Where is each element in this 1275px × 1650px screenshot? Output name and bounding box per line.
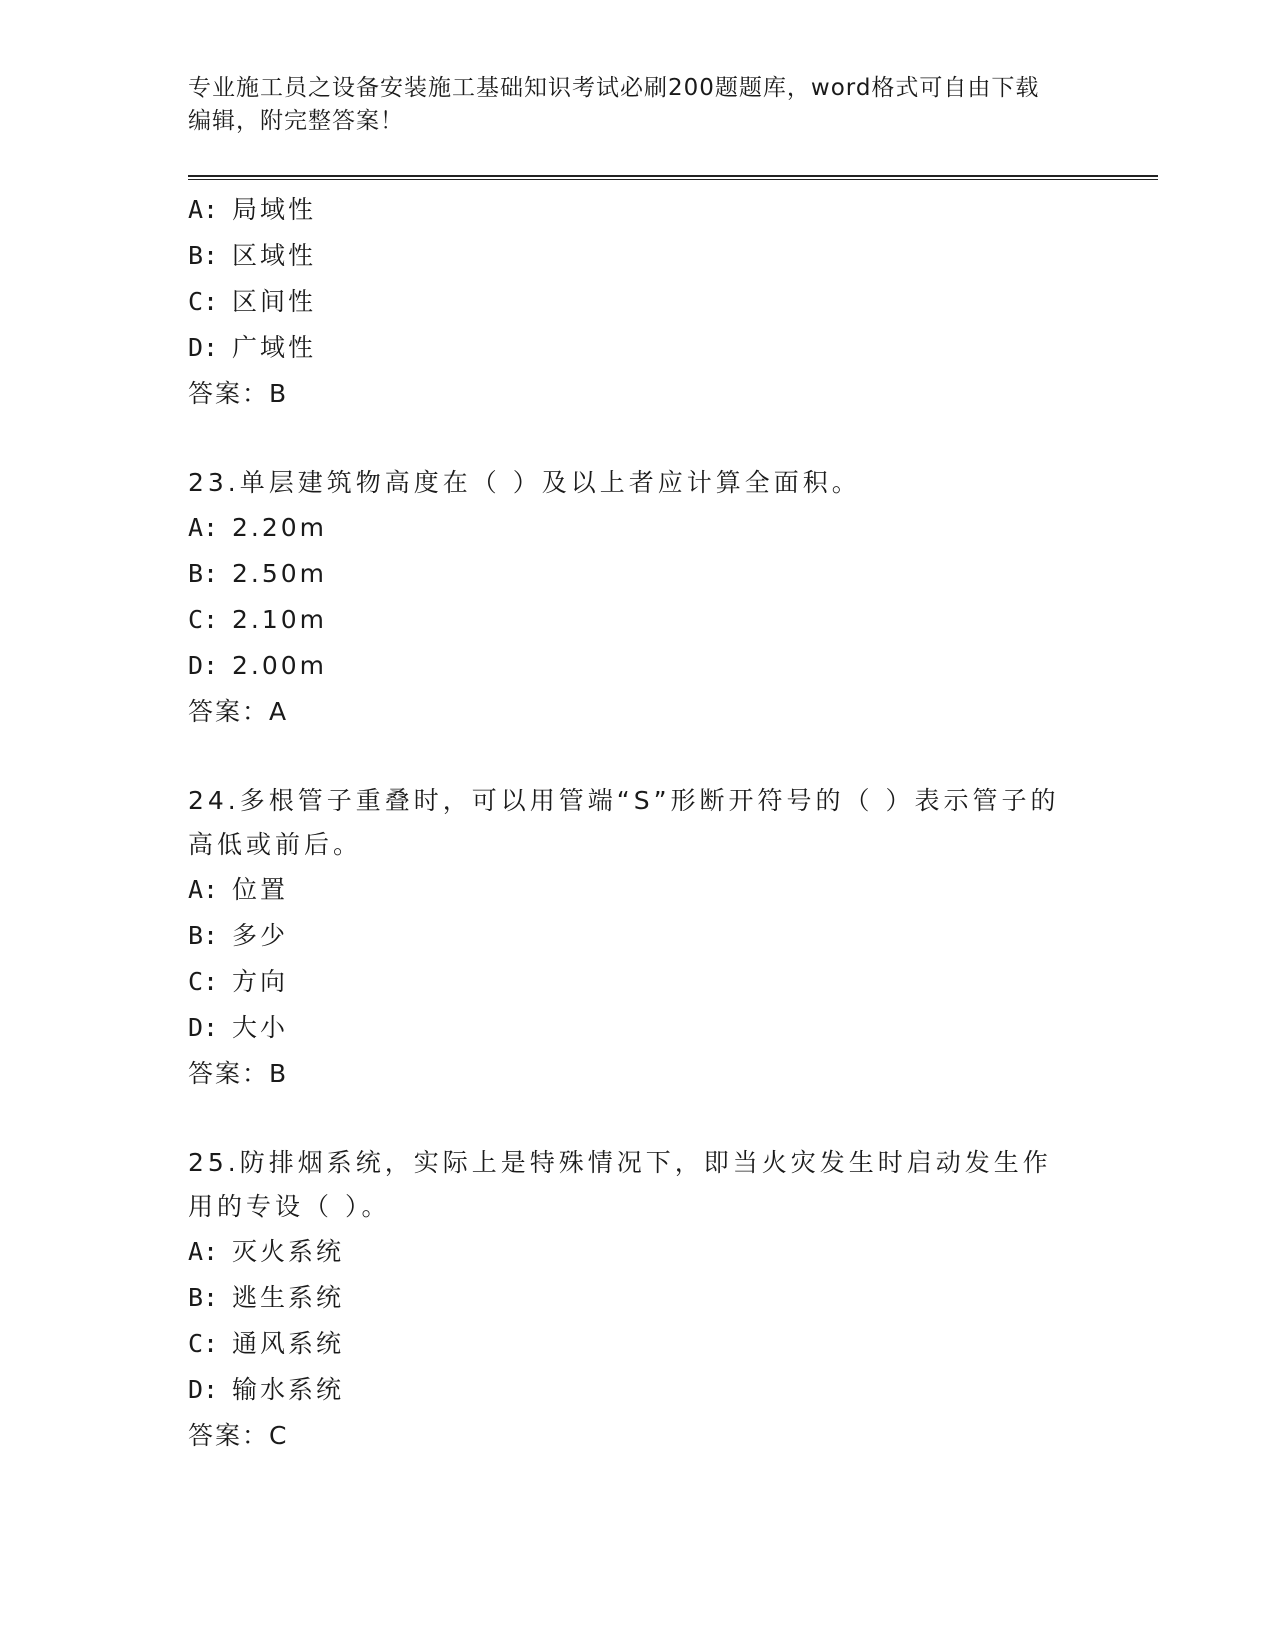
option-text: 区间性 [232, 287, 317, 316]
option-text: 通风系统 [232, 1329, 345, 1358]
option-key: C: [188, 287, 219, 316]
option-key: B: [188, 1283, 219, 1312]
option-key: A: [188, 513, 219, 542]
header-divider [188, 175, 1158, 180]
option-key: D: [188, 1013, 219, 1042]
option-key: D: [188, 333, 219, 362]
document-page [188, 72, 1158, 1503]
option-key: A: [188, 875, 219, 904]
option-text: 大小 [232, 1013, 289, 1042]
question-24 [188, 779, 1158, 1097]
option-text: 2.50m [232, 559, 328, 588]
option-text: 方向 [232, 967, 289, 996]
option-key: A: [188, 195, 219, 224]
option-text: 2.20m [232, 513, 328, 542]
option-text: 广域性 [232, 333, 317, 362]
option-d [188, 643, 1158, 689]
option-text: 2.10m [232, 605, 328, 634]
question-text: 24.多根管子重叠时，可以用管端“S”形断开符号的（ ）表示管子的高低或前后。 [188, 786, 1060, 859]
option-d [188, 1005, 1158, 1051]
option-b [188, 233, 1158, 279]
option-text: 区域性 [232, 241, 317, 270]
option-text: 输水系统 [232, 1375, 345, 1404]
question-25 [188, 1141, 1158, 1459]
option-b [188, 551, 1158, 597]
option-c [188, 279, 1158, 325]
option-text: 多少 [232, 921, 289, 950]
option-key: C: [188, 605, 219, 634]
answer-line: 答案：C [188, 1421, 289, 1450]
option-text: 灭火系统 [232, 1237, 345, 1266]
option-b [188, 913, 1158, 959]
option-text: 局域性 [232, 195, 317, 224]
option-a [188, 1229, 1158, 1275]
question-text: 25.防排烟系统，实际上是特殊情况下，即当火灾发生时启动发生作用的专设（ ）。 [188, 1148, 1052, 1221]
option-text: 2.00m [232, 651, 328, 680]
option-key: C: [188, 967, 219, 996]
question-text: 23.单层建筑物高度在（ ）及以上者应计算全面积。 [188, 468, 861, 497]
option-key: D: [188, 651, 219, 680]
option-key: D: [188, 1375, 219, 1404]
option-c [188, 597, 1158, 643]
option-text: 位置 [232, 875, 289, 904]
option-key: C: [188, 1329, 219, 1358]
option-c [188, 1321, 1158, 1367]
option-key: B: [188, 921, 219, 950]
option-d [188, 325, 1158, 371]
option-d [188, 1367, 1158, 1413]
option-b [188, 1275, 1158, 1321]
answer-line: 答案：B [188, 1059, 289, 1088]
option-c [188, 959, 1158, 1005]
option-key: A: [188, 1237, 219, 1266]
option-text: 逃生系统 [232, 1283, 345, 1312]
document-header-title: 专业施工员之设备安装施工基础知识考试必刷200题题库，word格式可自由下载编辑，附完整答案！ [188, 75, 1040, 134]
answer-line: 答案：A [188, 697, 289, 726]
option-a [188, 187, 1158, 233]
option-key: B: [188, 559, 219, 588]
answer-line: 答案：B [188, 379, 289, 408]
question-23 [188, 461, 1158, 735]
option-a [188, 867, 1158, 913]
question-22-continued [188, 187, 1158, 417]
option-key: B: [188, 241, 219, 270]
question-list [188, 187, 1158, 1459]
option-a [188, 505, 1158, 551]
